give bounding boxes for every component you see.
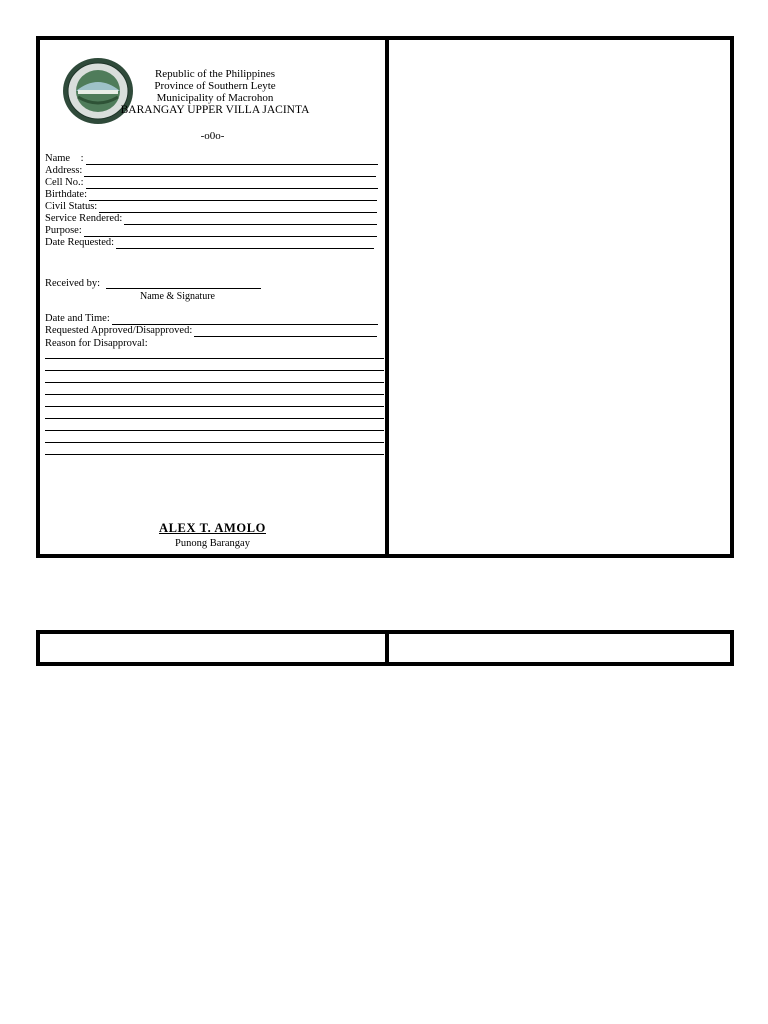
reason-line[interactable] [45, 406, 384, 407]
birthdate-label: Birthdate: [45, 189, 87, 200]
signatory-title: Punong Barangay [175, 538, 250, 549]
date-time-label: Date and Time: [45, 313, 110, 324]
date-requested-label: Date Requested: [45, 237, 115, 248]
name-field[interactable] [45, 153, 378, 165]
header-republic: Republic of the Philippines [154, 68, 276, 80]
cell-no-line[interactable] [86, 178, 378, 189]
second-form-table [36, 630, 734, 666]
header-province: Province of Southern Leyte [154, 80, 276, 92]
approval-status-line[interactable] [194, 326, 377, 337]
civil-status-field[interactable] [45, 201, 377, 213]
civil-status-label: Civil Status: [45, 201, 98, 212]
reason-line[interactable] [45, 442, 384, 443]
purpose-label: Purpose: [45, 225, 82, 236]
purpose-field[interactable] [45, 225, 377, 237]
date-time-field[interactable] [45, 313, 378, 325]
request-form-table [36, 36, 734, 558]
date-time-line[interactable] [112, 314, 378, 325]
approval-status-label: Requested Approved/Disapproved: [45, 325, 193, 336]
service-rendered-line[interactable] [124, 214, 377, 225]
second-left-cell [40, 634, 389, 662]
header-barangay: BARANGAY UPPER VILLA JACINTA [120, 104, 310, 116]
date-requested-line[interactable] [116, 238, 374, 249]
reason-line[interactable] [45, 394, 384, 395]
approval-status-field[interactable] [45, 325, 377, 337]
form-left-cell [40, 40, 389, 554]
birthdate-line[interactable] [89, 190, 377, 201]
received-by-field[interactable] [45, 278, 261, 289]
header-municipality: Municipality of Macrohon [156, 92, 274, 104]
reason-disapproval-label: Reason for Disapproval: [45, 338, 148, 349]
civil-status-line[interactable] [99, 202, 377, 213]
reason-line[interactable] [45, 382, 384, 383]
form-right-cell [389, 40, 730, 554]
birthdate-field[interactable] [45, 189, 377, 201]
name-label: Name : [45, 153, 84, 164]
document-header [120, 68, 310, 116]
name-signature-caption: Name & Signature [140, 291, 215, 302]
reason-line[interactable] [45, 370, 384, 371]
reason-line[interactable] [45, 358, 384, 359]
address-label: Address: [45, 165, 83, 176]
service-rendered-field[interactable] [45, 213, 377, 225]
purpose-line[interactable] [84, 226, 377, 237]
received-by-line[interactable] [106, 278, 261, 289]
date-requested-field[interactable] [45, 237, 374, 249]
name-line[interactable] [86, 154, 378, 165]
reason-line[interactable] [45, 454, 384, 455]
address-line[interactable] [84, 166, 376, 177]
cell-no-label: Cell No.: [45, 177, 84, 188]
signatory-block [40, 521, 385, 549]
address-field[interactable] [45, 165, 376, 177]
reason-line[interactable] [45, 418, 384, 419]
received-by-label: Received by: [45, 278, 101, 289]
cell-no-field[interactable] [45, 177, 378, 189]
service-rendered-label: Service Rendered: [45, 213, 123, 224]
reason-line[interactable] [45, 430, 384, 431]
header-separator: -o0o- [200, 130, 225, 142]
second-right-cell [389, 634, 730, 662]
signatory-name: ALEX T. AMOLO [158, 521, 266, 535]
